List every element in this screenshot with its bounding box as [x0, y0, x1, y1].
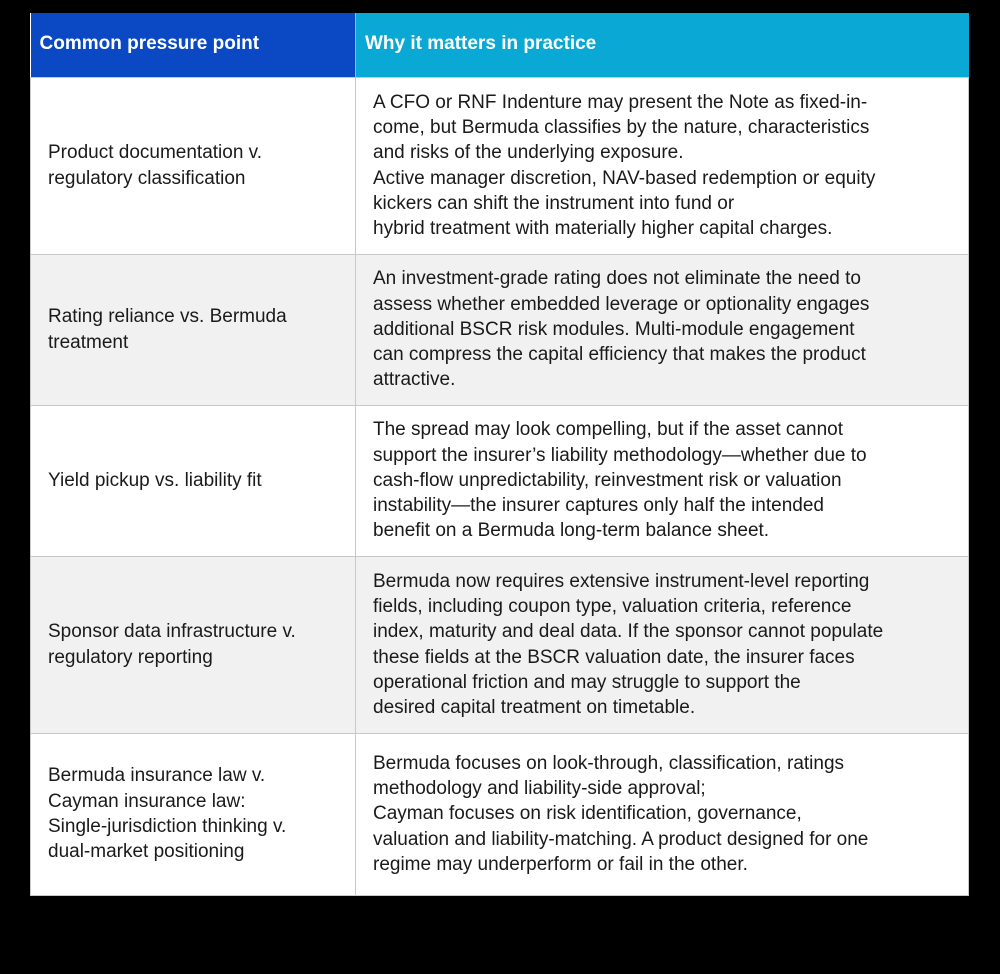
column-header-why-it-matters: Why it matters in practice — [356, 13, 969, 77]
table-header-row — [31, 13, 969, 77]
cell-text-line: and risks of the underlying exposure. — [373, 142, 684, 164]
cell-text-line: dual-market positioning — [48, 841, 245, 863]
cell-text-line: instability—the insurer captures only half the intended — [373, 495, 824, 517]
cell-text-line: Bermuda now requires extensive instrument-level reporting — [373, 570, 870, 592]
cell-text-line: cash-flow unpredictability, reinvestment risk or valuation — [373, 469, 842, 491]
cell-text-line: regulatory reporting — [48, 646, 213, 668]
cell-text-line: benefit on a Bermuda long-term balance sheet. — [373, 520, 770, 542]
why-it-matters-cell — [356, 556, 969, 733]
table-row — [31, 405, 969, 556]
cell-text-line: additional BSCR risk modules. Multi-module engagement — [373, 318, 855, 340]
cell-text-line: can compress the capital efficiency that makes the product — [373, 344, 866, 366]
why-it-matters-cell — [356, 77, 969, 254]
pressure-point-cell — [31, 254, 356, 405]
cell-text-line: regime may underperform or fail in the other. — [373, 853, 748, 875]
cell-text-line: A CFO or RNF Indenture may present the Note as fixed-in- — [373, 91, 868, 113]
pressure-point-cell — [31, 405, 356, 556]
cell-text-line: support the insurer’s liability methodology—whether due to — [373, 444, 867, 466]
cell-text-line: come, but Bermuda classifies by the nature, characteristics — [373, 116, 870, 138]
column-header-pressure-point: Common pressure point — [31, 13, 356, 77]
cell-text-line: Active manager discretion, NAV-based redemption or equity — [373, 167, 876, 189]
cell-text-line: Bermuda insurance law v. — [48, 765, 266, 787]
cell-text-line: methodology and liability-side approval; — [373, 778, 706, 800]
cell-text-line: assess whether embedded leverage or optionality engages — [373, 293, 870, 315]
cell-text-line: Bermuda focuses on look-through, classification, ratings — [373, 752, 845, 774]
cell-text-line: hybrid treatment with materially higher capital charges. — [373, 218, 833, 240]
pressure-point-cell — [31, 556, 356, 733]
pressure-point-cell — [31, 733, 356, 895]
cell-text-line: Product documentation v. — [48, 142, 263, 164]
cell-text-line: Cayman insurance law: — [48, 790, 246, 812]
cell-text-line: An investment-grade rating does not eliminate the need to — [373, 268, 861, 290]
cell-text-line: regulatory classification — [48, 167, 246, 189]
pressure-points-table — [30, 13, 969, 896]
cell-text-line: treatment — [48, 331, 129, 353]
why-it-matters-cell — [356, 254, 969, 405]
cell-text-line: these fields at the BSCR valuation date, the insurer faces — [373, 646, 855, 668]
cell-text-line: Rating reliance vs. Bermuda — [48, 306, 287, 328]
table-row — [31, 77, 969, 254]
cell-text-line: index, maturity and deal data. If the sponsor cannot populate — [373, 621, 884, 643]
why-it-matters-cell — [356, 405, 969, 556]
table-row — [31, 733, 969, 895]
cell-text-line: attractive. — [373, 369, 456, 391]
pressure-point-cell — [31, 77, 356, 254]
table-row — [31, 254, 969, 405]
cell-text-line: fields, including coupon type, valuation criteria, reference — [373, 595, 852, 617]
cell-text-line: Cayman focuses on risk identification, governance, — [373, 803, 802, 825]
cell-text-line: kickers can shift the instrument into fund or — [373, 192, 735, 214]
why-it-matters-cell — [356, 733, 969, 895]
table-row — [31, 556, 969, 733]
cell-text-line: valuation and liability-matching. A product designed for one — [373, 828, 869, 850]
cell-text-line: Yield pickup vs. liability fit — [48, 469, 262, 491]
cell-text-line: desired capital treatment on timetable. — [373, 697, 696, 719]
cell-text-line: Sponsor data infrastructure v. — [48, 621, 296, 643]
cell-text-line: operational friction and may struggle to support the — [373, 671, 801, 693]
cell-text-line: The spread may look compelling, but if the asset cannot — [373, 419, 843, 441]
cell-text-line: Single-jurisdiction thinking v. — [48, 816, 287, 837]
